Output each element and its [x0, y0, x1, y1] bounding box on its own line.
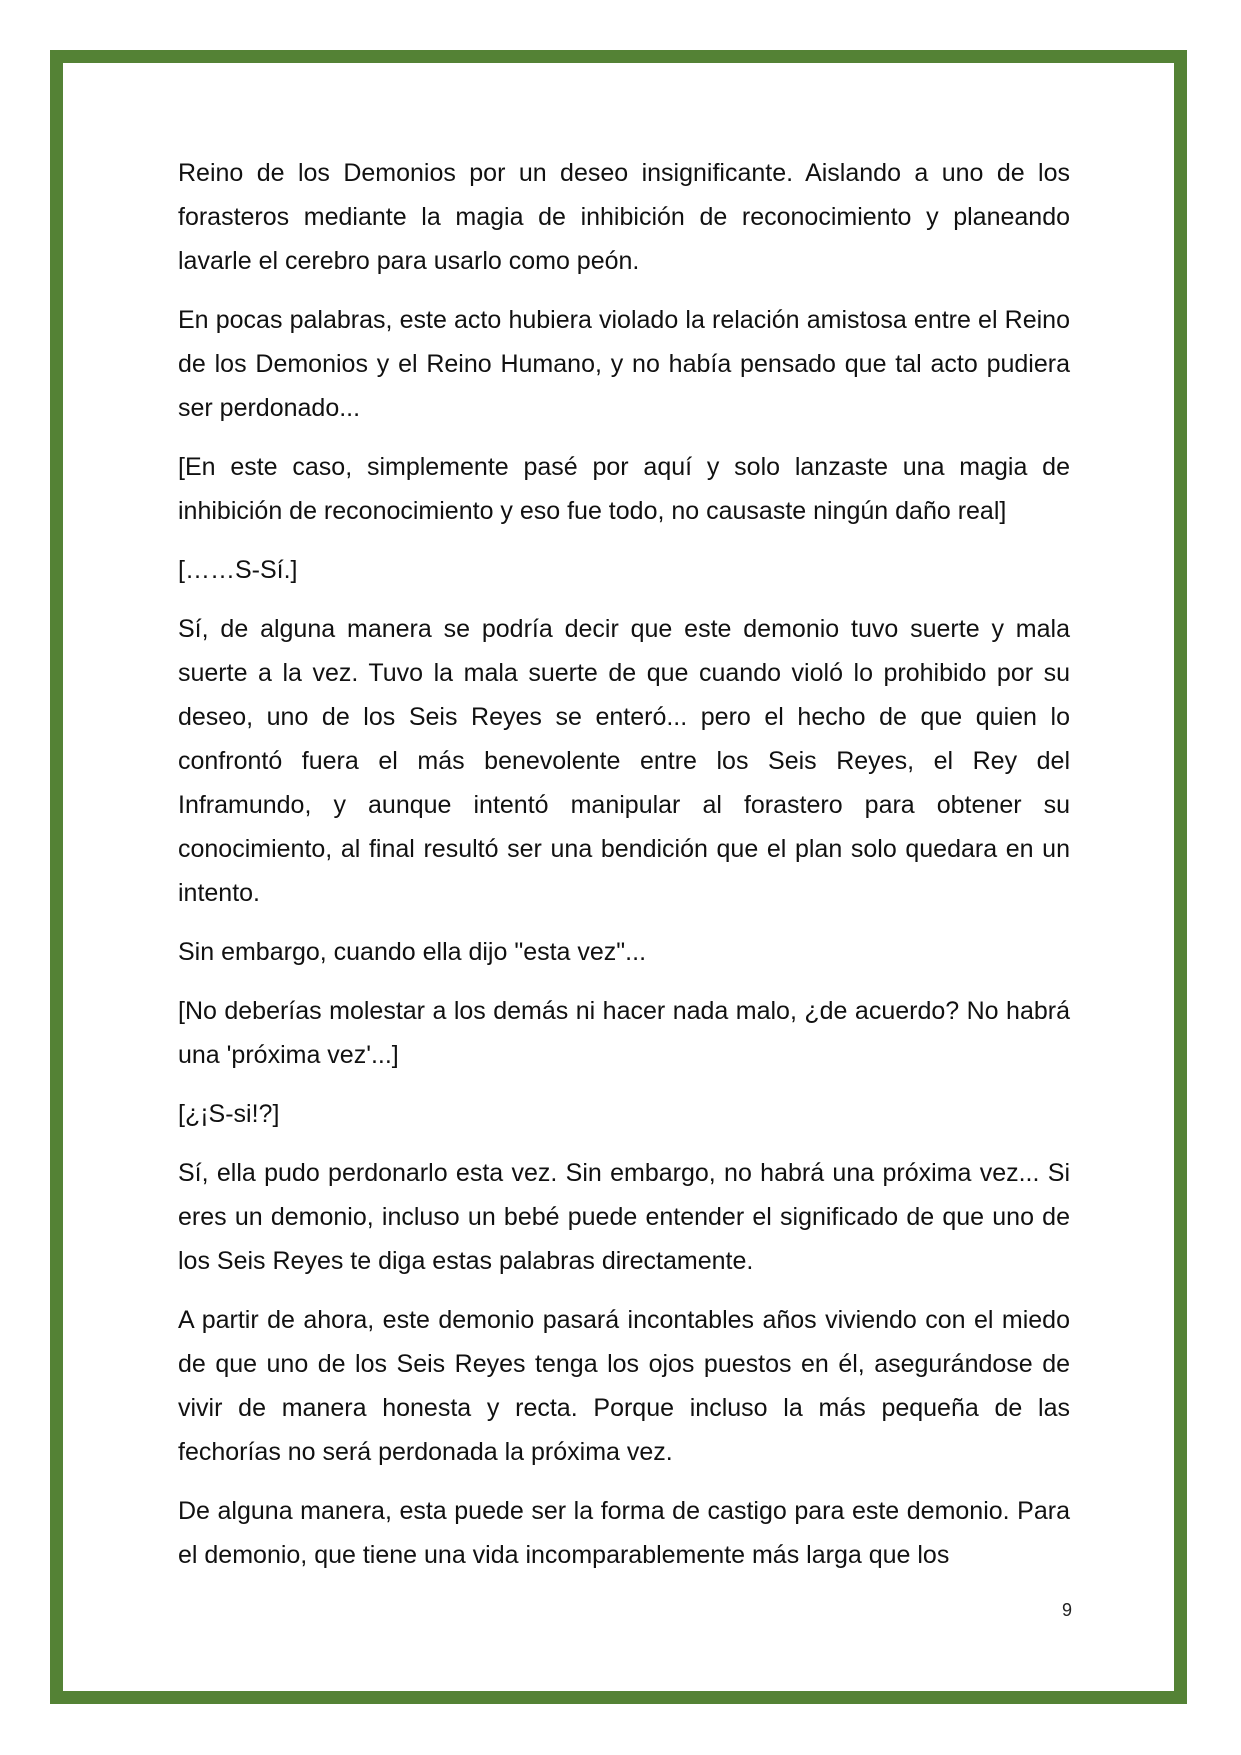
dialogue-line: [……S-Sí.] — [178, 556, 298, 584]
dialogue-line: [¿¡S-si!?] — [178, 1100, 280, 1128]
dialogue-line: [En este caso, simplemente pasé por aquí y solo lanzaste una magia de inhibición de reconocimiento y eso fue todo, no causaste ningún daño real] — [178, 453, 1070, 525]
dialogue-line: [No deberías molestar a los demás ni hacer nada malo, ¿de acuerdo? No habrá una 'próxima vez'...] — [178, 997, 1070, 1069]
page-number: 9 — [1061, 1600, 1072, 1620]
paragraph: Sí, de alguna manera se podría decir que este demonio tuvo suerte y mala suerte a la vez. Tuvo la mala suerte de que cuando violó lo prohibido por su deseo, uno de los Seis Reyes se enteró... pero el hecho de que quien lo confrontó fuera el más benevolente entre los Seis Reyes, el Rey del Inframundo, y aunque intentó manipular al forastero para obtener su conocimiento, al final resultó ser una bendición que el plan solo quedara en un intento. — [178, 615, 1070, 907]
paragraph: A partir de ahora, este demonio pasará incontables años viviendo con el miedo de que uno de los Seis Reyes tenga los ojos puestos en él, asegurándose de vivir de manera honesta y recta. Porque incluso la más pequeña de las fechorías no será perdonada la próxima vez. — [178, 1306, 1070, 1466]
paragraph: Sí, ella pudo perdonarlo esta vez. Sin embargo, no habrá una próxima vez... Si eres un demonio, incluso un bebé puede entender el significado de que uno de los Seis Reyes te diga estas palabras directamente. — [178, 1159, 1070, 1275]
paragraph: De alguna manera, esta puede ser la forma de castigo para este demonio. Para el demonio, que tiene una vida incomparablemente más larga que los — [178, 1497, 1070, 1569]
document-body — [178, 151, 1070, 1592]
paragraph: Reino de los Demonios por un deseo insignificante. Aislando a uno de los forasteros mediante la magia de inhibición de reconocimiento y planeando lavarle el cerebro para usarlo como peón. — [178, 159, 1070, 275]
paragraph: Sin embargo, cuando ella dijo "esta vez"... — [178, 938, 647, 966]
paragraph: En pocas palabras, este acto hubiera violado la relación amistosa entre el Reino de los Demonios y el Reino Humano, y no había pensado que tal acto pudiera ser perdonado... — [178, 306, 1070, 422]
